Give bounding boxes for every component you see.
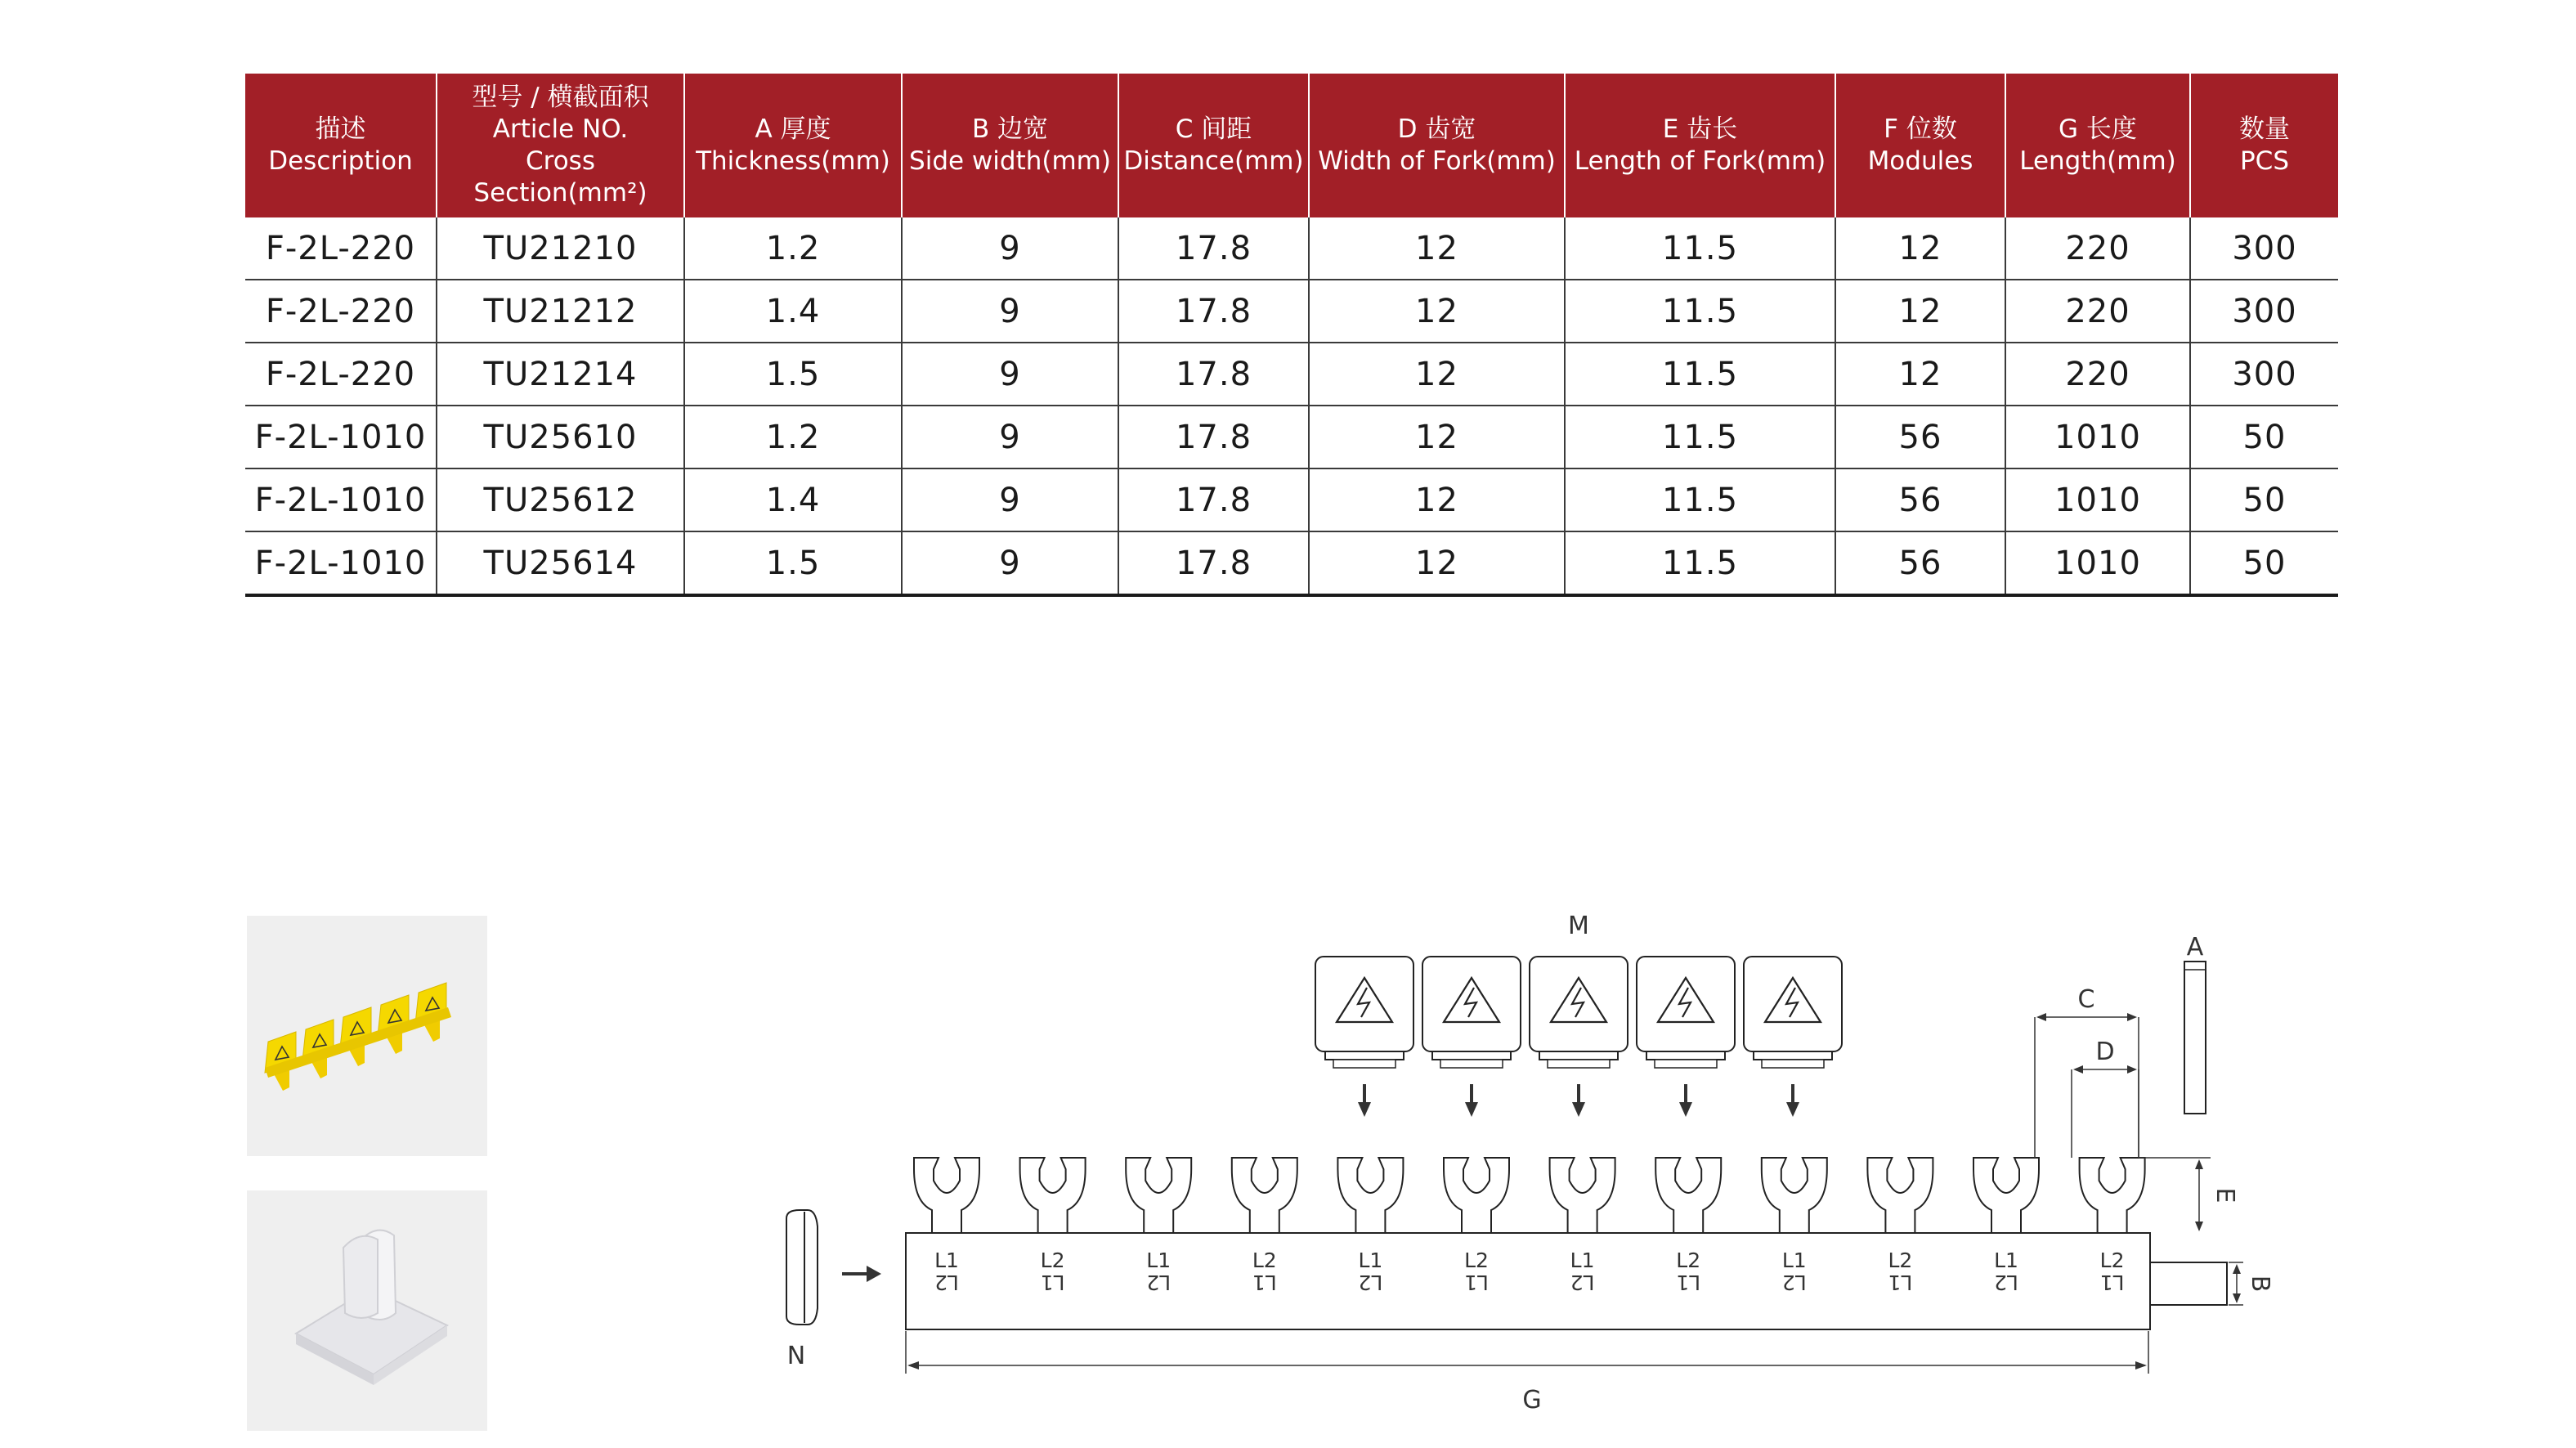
insertion-arrows <box>1358 1084 1799 1117</box>
table-cell: 11.5 <box>1565 217 1835 280</box>
table-cell: 12 <box>1309 343 1565 406</box>
table-cell: 12 <box>1309 531 1565 595</box>
label-n: N <box>786 1342 806 1370</box>
table-row <box>245 468 2338 531</box>
table-cell: 300 <box>2190 217 2338 280</box>
label-e: E <box>2211 1187 2239 1204</box>
table-cell: 17.8 <box>1118 280 1309 343</box>
phase-label-bottom: L2 <box>1781 1271 1807 1294</box>
high-voltage-warning-icon <box>1422 957 1521 1068</box>
table-cell: F-2L-1010 <box>245 468 437 531</box>
table-cell: 9 <box>902 406 1118 468</box>
column-header-line: Length of Fork(mm) <box>1574 146 1826 176</box>
column-header-line: G 长度 <box>2059 114 2137 144</box>
table-cell: 1.4 <box>684 280 902 343</box>
arrow-right-icon <box>842 1266 881 1282</box>
column-header-line: 数量 <box>2239 114 2290 144</box>
column-header <box>2005 74 2190 217</box>
fork-tooth <box>1867 1158 1933 1233</box>
table-cell: TU21212 <box>437 280 684 343</box>
phase-label-top: L1 <box>1994 1249 2018 1272</box>
column-header-line: A 厚度 <box>755 114 831 144</box>
table-cell: 11.5 <box>1565 531 1835 595</box>
fork-tooth <box>1126 1158 1191 1233</box>
busbar-diagram <box>736 883 2289 1439</box>
column-header <box>684 74 902 217</box>
fork-tooth <box>1232 1158 1297 1233</box>
phase-label-bottom: L2 <box>1146 1271 1172 1294</box>
column-header-line: Thickness(mm) <box>696 146 890 176</box>
column-header-line: Article NO. <box>492 114 629 144</box>
table-cell: 9 <box>902 217 1118 280</box>
table-cell: 9 <box>902 280 1118 343</box>
high-voltage-warning-icon <box>1530 957 1628 1068</box>
column-header-line: Width of Fork(mm) <box>1318 146 1556 176</box>
table-cell: 50 <box>2190 406 2338 468</box>
table-cell: TU25614 <box>437 531 684 595</box>
specification-table <box>245 74 2338 597</box>
table-cell: 1.5 <box>684 531 902 595</box>
phase-label-top: L2 <box>1888 1249 1913 1272</box>
table-row <box>245 280 2338 343</box>
phase-label-bottom: L1 <box>1464 1271 1489 1294</box>
table-cell: 17.8 <box>1118 531 1309 595</box>
table-cell: 12 <box>1835 280 2005 343</box>
table-cell: 1.4 <box>684 468 902 531</box>
table-cell: 1.5 <box>684 343 902 406</box>
table-cell: TU25610 <box>437 406 684 468</box>
label-m: M <box>1568 912 1589 940</box>
column-header <box>437 74 684 217</box>
warning-covers <box>1315 957 1842 1068</box>
table-cell: 17.8 <box>1118 217 1309 280</box>
table-cell: 9 <box>902 531 1118 595</box>
table-cell: 1.2 <box>684 406 902 468</box>
dimension-c <box>2035 1013 2139 1158</box>
column-header-line: E 齿长 <box>1662 114 1738 144</box>
table-cell: F-2L-220 <box>245 217 437 280</box>
yellow-warning-covers-photo <box>247 916 487 1156</box>
column-header-line: Cross Section(mm²) <box>473 146 647 208</box>
column-header-line: D 齿宽 <box>1397 114 1476 144</box>
phase-label-bottom: L2 <box>1994 1271 2018 1294</box>
fork-tooth <box>1655 1158 1721 1233</box>
phase-label-top: L1 <box>1146 1249 1172 1272</box>
end-cap-n <box>786 1210 818 1325</box>
column-header-line: Distance(mm) <box>1123 146 1304 176</box>
table-cell: TU21210 <box>437 217 684 280</box>
arrow-down-icon <box>1786 1084 1799 1117</box>
table-cell: 50 <box>2190 531 2338 595</box>
phase-label-bottom: L2 <box>1570 1271 1595 1294</box>
table-row <box>245 406 2338 468</box>
table-cell: 220 <box>2005 280 2190 343</box>
label-d: D <box>2095 1038 2115 1066</box>
column-header <box>902 74 1118 217</box>
table-cell: 56 <box>1835 406 2005 468</box>
thickness-profile-a <box>2184 962 2206 1114</box>
table-cell: 12 <box>1835 217 2005 280</box>
table-cell: 300 <box>2190 343 2338 406</box>
table-cell: 17.8 <box>1118 468 1309 531</box>
high-voltage-warning-icon <box>1315 957 1413 1068</box>
table-cell: 300 <box>2190 280 2338 343</box>
column-header-line: PCS <box>2239 146 2290 176</box>
table-header-row <box>245 74 2338 217</box>
table-cell: 1.2 <box>684 217 902 280</box>
phase-label-top: L2 <box>1252 1249 1277 1272</box>
table-cell: 1010 <box>2005 531 2190 595</box>
table-row <box>245 343 2338 406</box>
arrow-down-icon <box>1679 1084 1692 1117</box>
phase-label-top: L1 <box>1570 1249 1595 1272</box>
fork-tooth <box>914 1158 979 1233</box>
phase-label-top: L2 <box>1040 1249 1065 1272</box>
fork-tooth <box>2080 1158 2145 1233</box>
table-cell: 1010 <box>2005 406 2190 468</box>
table-cell: F-2L-1010 <box>245 406 437 468</box>
label-g: G <box>1522 1386 1542 1414</box>
label-c: C <box>2077 985 2095 1014</box>
phase-label-top: L2 <box>1676 1249 1701 1272</box>
arrow-down-icon <box>1572 1084 1585 1117</box>
column-header-line: C 间距 <box>1175 114 1252 144</box>
column-header <box>1835 74 2005 217</box>
table-cell: 220 <box>2005 343 2190 406</box>
fork-teeth <box>914 1158 2145 1233</box>
column-header-line: Length(mm) <box>2019 146 2176 176</box>
table-cell: F-2L-220 <box>245 280 437 343</box>
table-cell: 17.8 <box>1118 406 1309 468</box>
column-header <box>245 74 437 217</box>
phase-label-bottom: L1 <box>1040 1271 1065 1294</box>
phase-label-top: L2 <box>2099 1249 2125 1272</box>
phase-label-top: L1 <box>1358 1249 1383 1272</box>
column-header-line: F 位数 <box>1884 114 1957 144</box>
label-b: B <box>2246 1275 2274 1293</box>
table-cell: 11.5 <box>1565 343 1835 406</box>
column-header-line: Description <box>268 146 413 176</box>
fork-tooth <box>1762 1158 1827 1233</box>
fork-tooth <box>1444 1158 1509 1233</box>
busbar-body <box>906 1233 2150 1329</box>
dimension-e <box>2139 1158 2211 1231</box>
table-cell: 17.8 <box>1118 343 1309 406</box>
table-cell: F-2L-1010 <box>245 531 437 595</box>
column-header-line: B 边宽 <box>971 114 1049 144</box>
dimension-d <box>2072 1065 2139 1158</box>
table-cell: TU25612 <box>437 468 684 531</box>
fork-tooth <box>1337 1158 1403 1233</box>
table-cell: 9 <box>902 468 1118 531</box>
side-stub-b <box>2150 1262 2243 1305</box>
table-cell: F-2L-220 <box>245 343 437 406</box>
high-voltage-warning-icon <box>1637 957 1735 1068</box>
table-cell: 1010 <box>2005 468 2190 531</box>
arrow-down-icon <box>1358 1084 1371 1117</box>
table-row <box>245 531 2338 595</box>
table-cell: 9 <box>902 343 1118 406</box>
table-cell: 12 <box>1835 343 2005 406</box>
phase-label-bottom: L1 <box>1676 1271 1701 1294</box>
fork-tooth <box>1020 1158 1086 1233</box>
phase-label-bottom: L2 <box>934 1271 959 1294</box>
table-cell: 12 <box>1309 468 1565 531</box>
phase-label-top: L1 <box>1781 1249 1807 1272</box>
high-voltage-warning-icon <box>1744 957 1842 1068</box>
table-cell: 50 <box>2190 468 2338 531</box>
table-body <box>245 217 2338 595</box>
column-header <box>1118 74 1309 217</box>
column-header-line: Modules <box>1867 146 1973 176</box>
table-row <box>245 217 2338 280</box>
table-cell: 56 <box>1835 468 2005 531</box>
phase-label-bottom: L1 <box>1252 1271 1277 1294</box>
phase-label-top: L1 <box>934 1249 959 1272</box>
column-header-line: 型号 / 横截面积 <box>472 83 649 112</box>
phase-label-bottom: L1 <box>1888 1271 1913 1294</box>
fork-tooth <box>1550 1158 1615 1233</box>
table-cell: 12 <box>1309 280 1565 343</box>
table-cell: 11.5 <box>1565 468 1835 531</box>
table-cell: 12 <box>1309 406 1565 468</box>
column-header <box>1309 74 1565 217</box>
phase-label-top: L2 <box>1464 1249 1489 1272</box>
phase-label-bottom: L2 <box>1358 1271 1383 1294</box>
dimension-g <box>906 1331 2148 1374</box>
column-header <box>1565 74 1835 217</box>
fork-tooth <box>1973 1158 2039 1233</box>
table-cell: 11.5 <box>1565 280 1835 343</box>
column-header <box>2190 74 2338 217</box>
label-a: A <box>2186 933 2204 962</box>
column-header-line: 描述 <box>315 114 366 144</box>
table-cell: 220 <box>2005 217 2190 280</box>
table-cell: 11.5 <box>1565 406 1835 468</box>
column-header-line: Side width(mm) <box>909 146 1111 176</box>
phase-label-bottom: L1 <box>2099 1271 2125 1294</box>
table-cell: 12 <box>1309 217 1565 280</box>
arrow-down-icon <box>1465 1084 1478 1117</box>
table-cell: TU21214 <box>437 343 684 406</box>
white-end-cap-photo <box>247 1190 487 1431</box>
table-cell: 56 <box>1835 531 2005 595</box>
